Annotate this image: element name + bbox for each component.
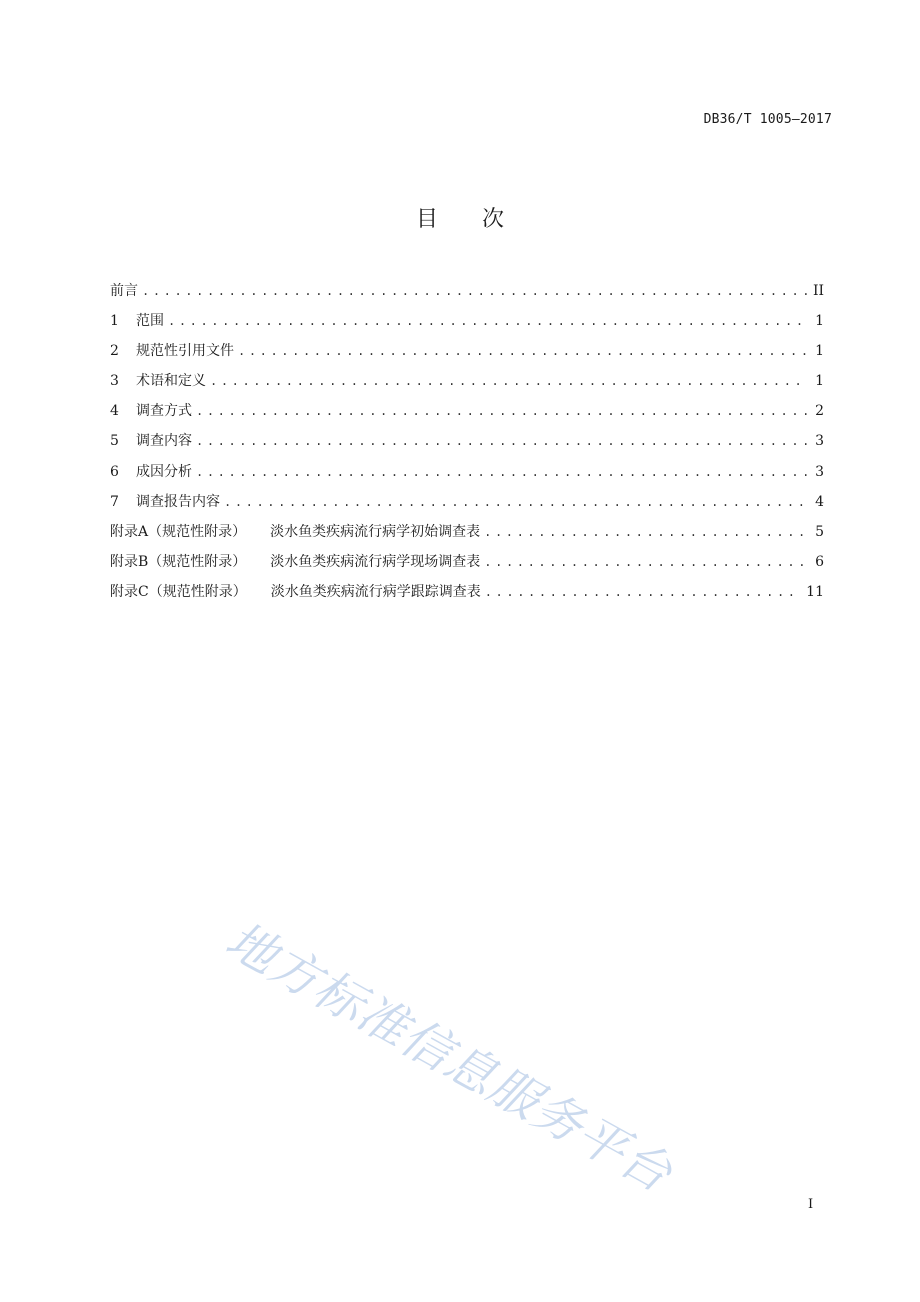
- toc-appendix-label: 附录C（规范性附录）: [110, 583, 247, 600]
- toc-entry-number: 2: [110, 343, 119, 360]
- toc-dot-leader: [224, 495, 808, 509]
- toc-entry-number: 1: [110, 313, 119, 330]
- toc-entry-label: 规范性引用文件: [136, 343, 234, 360]
- toc-entry-appendix-b[interactable]: [110, 551, 824, 581]
- toc-dot-leader: [484, 555, 808, 569]
- toc-entry-page: 3: [815, 463, 824, 480]
- toc-appendix-label: 附录A（规范性附录）: [110, 523, 247, 540]
- toc-title: [0, 202, 920, 233]
- toc-entry-label: 淡水鱼类疾病流行病学现场调查表: [270, 553, 481, 570]
- toc-entry-foreword[interactable]: [110, 280, 824, 310]
- toc-dot-leader: [196, 404, 808, 418]
- toc-entry-page: 1: [815, 313, 824, 330]
- toc-entry-page: 3: [815, 433, 824, 450]
- toc-dot-leader: [238, 344, 808, 358]
- toc-entry-page: 11: [806, 583, 824, 600]
- toc-dot-leader: [142, 284, 807, 298]
- toc-entry-number: 4: [110, 403, 119, 420]
- toc-dot-leader: [196, 465, 808, 479]
- toc-entry-survey-method[interactable]: [110, 400, 824, 430]
- toc-entry-appendix-c[interactable]: [110, 581, 824, 611]
- toc-entry-page: 1: [815, 343, 824, 360]
- toc-entry-label: 调查内容: [136, 433, 192, 450]
- toc-entry-label: 成因分析: [136, 463, 192, 480]
- toc-entry-page: 6: [815, 553, 824, 570]
- page-number: I: [808, 1197, 814, 1212]
- toc-title-char-2: 次: [482, 207, 505, 232]
- table-of-contents: [110, 280, 824, 611]
- toc-entry-label: 前言: [110, 283, 138, 299]
- toc-entry-report-content[interactable]: [110, 491, 824, 521]
- toc-entry-normative-references[interactable]: [110, 340, 824, 370]
- toc-entry-page: 5: [815, 523, 824, 540]
- toc-entry-label: 淡水鱼类疾病流行病学初始调查表: [270, 523, 481, 540]
- toc-entry-page: II: [812, 283, 824, 299]
- toc-entry-label: 调查报告内容: [136, 493, 220, 510]
- toc-entry-label: 范围: [136, 313, 164, 330]
- toc-entry-label: 术语和定义: [136, 373, 206, 390]
- toc-entry-terms[interactable]: [110, 370, 824, 400]
- toc-title-char-1: 目: [415, 207, 438, 232]
- toc-dot-leader: [196, 434, 808, 448]
- toc-entry-page: 2: [815, 403, 824, 420]
- watermark: 地方标准信息服务平台: [216, 911, 682, 1204]
- toc-entry-number: 3: [110, 373, 119, 390]
- toc-entry-scope[interactable]: [110, 310, 824, 340]
- standard-code: DB36/T 1005—2017: [703, 112, 832, 127]
- toc-entry-number: 7: [110, 493, 119, 510]
- toc-entry-number: 6: [110, 463, 119, 480]
- toc-entry-cause-analysis[interactable]: [110, 461, 824, 491]
- toc-entry-page: 1: [815, 373, 824, 390]
- toc-dot-leader: [485, 585, 800, 599]
- toc-entry-label: 调查方式: [136, 403, 192, 420]
- toc-entry-appendix-a[interactable]: [110, 521, 824, 551]
- toc-appendix-label: 附录B（规范性附录）: [110, 553, 247, 570]
- toc-dot-leader: [484, 525, 808, 539]
- toc-dot-leader: [168, 314, 808, 328]
- toc-entry-page: 4: [815, 493, 824, 510]
- toc-entry-number: 5: [110, 433, 119, 450]
- toc-entry-label: 淡水鱼类疾病流行病学跟踪调查表: [270, 583, 481, 600]
- toc-entry-survey-content[interactable]: [110, 430, 824, 460]
- toc-dot-leader: [210, 374, 808, 388]
